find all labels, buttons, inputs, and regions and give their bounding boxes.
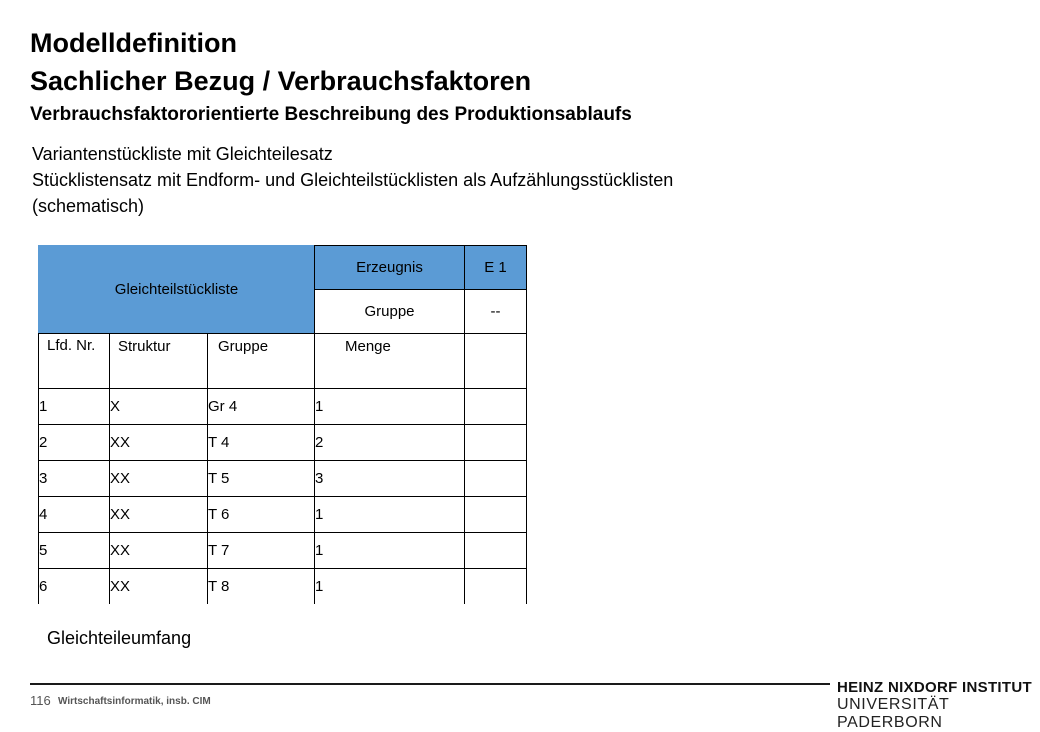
intro-line-2: Stücklistensatz mit Endform- und Gleichteilstücklisten als Aufzählungsstücklisten: [32, 170, 674, 190]
cell-lfd-nr: 4: [39, 497, 110, 533]
cell-lfd-nr: 3: [39, 461, 110, 497]
table-row: [39, 425, 527, 461]
cell-lfd-nr: 2: [39, 425, 110, 461]
page-title: Modelldefinition: [30, 28, 237, 58]
empty-cell: [465, 425, 527, 461]
cell-lfd-nr: 6: [39, 569, 110, 605]
page-subheading: Verbrauchsfaktororientierte Beschreibung des Produktionsablaufs: [30, 104, 632, 125]
column-header-row: [39, 334, 527, 389]
page-subtitle: Sachlicher Bezug / Verbrauchsfaktoren: [30, 66, 532, 96]
footer-course: Wirtschaftsinformatik, insb. CIM: [58, 696, 211, 707]
gruppe-label: Gruppe: [315, 290, 465, 334]
table-row: [39, 389, 527, 425]
erzeugnis-label: Erzeugnis: [315, 246, 465, 290]
cell-menge: 3: [315, 461, 465, 497]
column-header-lfd-nr: Lfd. Nr.: [39, 334, 110, 389]
cell-gruppe: T 7: [208, 533, 315, 569]
cell-gruppe: T 6: [208, 497, 315, 533]
column-header-struktur: Struktur: [110, 334, 208, 389]
table-row: [39, 533, 527, 569]
university-logo-text: UNIVERSITÄT PADERBORN: [837, 696, 950, 731]
page-number: 116: [30, 693, 51, 708]
table-caption: Gleichteileumfang: [47, 628, 192, 648]
cell-gruppe: T 4: [208, 425, 315, 461]
empty-cell: [465, 389, 527, 425]
erzeugnis-value: E 1: [465, 246, 527, 290]
cell-menge: 1: [315, 533, 465, 569]
institute-logo-text: HEINZ NIXDORF INSTITUT: [837, 679, 1032, 696]
gruppe-value: --: [465, 290, 527, 334]
column-header-menge: Menge: [315, 334, 465, 389]
table-row: [39, 497, 527, 533]
intro-line-3: (schematisch): [32, 196, 145, 216]
empty-cell: [465, 334, 527, 389]
intro-line-1: Variantenstückliste mit Gleichteilesatz: [32, 144, 333, 164]
cell-menge: 2: [315, 425, 465, 461]
empty-cell: [465, 533, 527, 569]
cell-struktur: XX: [110, 497, 208, 533]
cell-menge: 1: [315, 389, 465, 425]
cell-lfd-nr: 5: [39, 533, 110, 569]
cell-gruppe: T 8: [208, 569, 315, 605]
cell-struktur: XX: [110, 569, 208, 605]
empty-cell: [465, 497, 527, 533]
cell-menge: 1: [315, 497, 465, 533]
cell-struktur: X: [110, 389, 208, 425]
cell-lfd-nr: 1: [39, 389, 110, 425]
intro-text: [32, 141, 673, 219]
table-row: [39, 569, 527, 605]
table-row: [39, 461, 527, 497]
cell-gruppe: Gr 4: [208, 389, 315, 425]
cell-menge: 1: [315, 569, 465, 605]
cell-struktur: XX: [110, 461, 208, 497]
gleichteil-table: [38, 245, 527, 604]
table-title: Gleichteilstückliste: [39, 246, 315, 334]
cell-struktur: XX: [110, 533, 208, 569]
footer-divider: [30, 683, 830, 685]
empty-cell: [465, 461, 527, 497]
cell-struktur: XX: [110, 425, 208, 461]
empty-cell: [465, 569, 527, 605]
column-header-gruppe: Gruppe: [208, 334, 315, 389]
cell-gruppe: T 5: [208, 461, 315, 497]
